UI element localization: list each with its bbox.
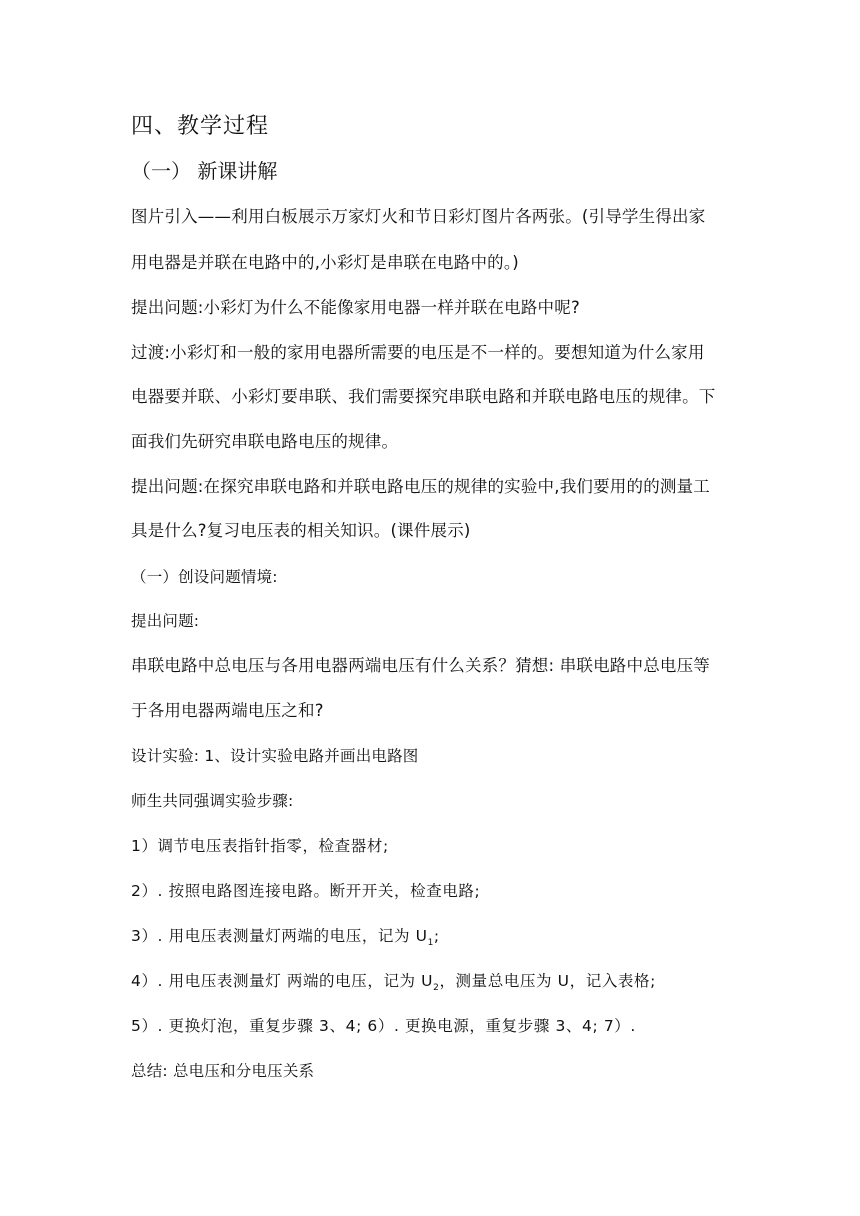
section-heading: 四、教学过程 [131, 114, 270, 139]
paragraph-line: （一）创设问题情境: [131, 568, 278, 586]
paragraph-line: 设计实验: 1、设计实验电路并画出电路图 [131, 747, 419, 765]
step-item [131, 971, 656, 994]
paragraph-line: 提出问题:在探究串联电路和并联电路电压的规律的实验中,我们要用的的测量工 [131, 477, 711, 496]
subscript: 2 [433, 983, 440, 993]
step-tail: ，测量总电压为 U，记入表格; [439, 972, 656, 990]
paragraph-line: 图片引入——利用白板展示万家灯火和节日彩灯图片各两张。(引导学生得出家 [131, 207, 706, 226]
section-subheading: （一） 新课讲解 [131, 159, 278, 183]
step-item: 1）调节电压表指针指零，检查器材; [131, 837, 389, 855]
step-item [131, 926, 440, 949]
paragraph-line: 面我们先研究串联电路电压的规律。 [131, 432, 399, 451]
paragraph-line: 提出问题:小彩灯为什么不能像家用电器一样并联在电路中呢? [131, 298, 580, 317]
step-item: 5）. 更换灯泡，重复步骤 3、4; 6）. 更换电源，重复步骤 3、4; 7）. [131, 1017, 636, 1035]
paragraph-line: 电器要并联、小彩灯要串联、我们需要探究串联电路和并联电路电压的规律。下 [131, 387, 716, 406]
paragraph-line: 串联电路中总电压与各用电器两端电压有什么关系？猜想: 串联电路中总电压等 [131, 656, 711, 675]
paragraph-line: 提出问题: [131, 612, 200, 630]
step-tail: ; [433, 927, 440, 945]
step-text: 4）. 用电压表测量灯 两端的电压，记为 U [131, 972, 434, 990]
paragraph-line: 于各用电器两端电压之和? [131, 701, 324, 720]
paragraph-line: 过渡:小彩灯和一般的家用电器所需要的电压是不一样的。要想知道为什么家用 [131, 343, 705, 362]
paragraph-line: 具是什么?复习电压表的相关知识。(课件展示) [131, 521, 471, 540]
step-text: 3）. 用电压表测量灯两端的电压，记为 U [131, 927, 428, 945]
step-item: 2）. 按照电路图连接电路。断开开关，检查电路; [131, 882, 481, 900]
paragraph-line: 师生共同强调实验步骤: [131, 792, 294, 810]
paragraph-line: 用电器是并联在电路中的,小彩灯是串联在电路中的。) [131, 253, 519, 272]
subscript: 1 [427, 938, 434, 948]
summary-line: 总结: 总电压和分电压关系 [131, 1062, 315, 1080]
